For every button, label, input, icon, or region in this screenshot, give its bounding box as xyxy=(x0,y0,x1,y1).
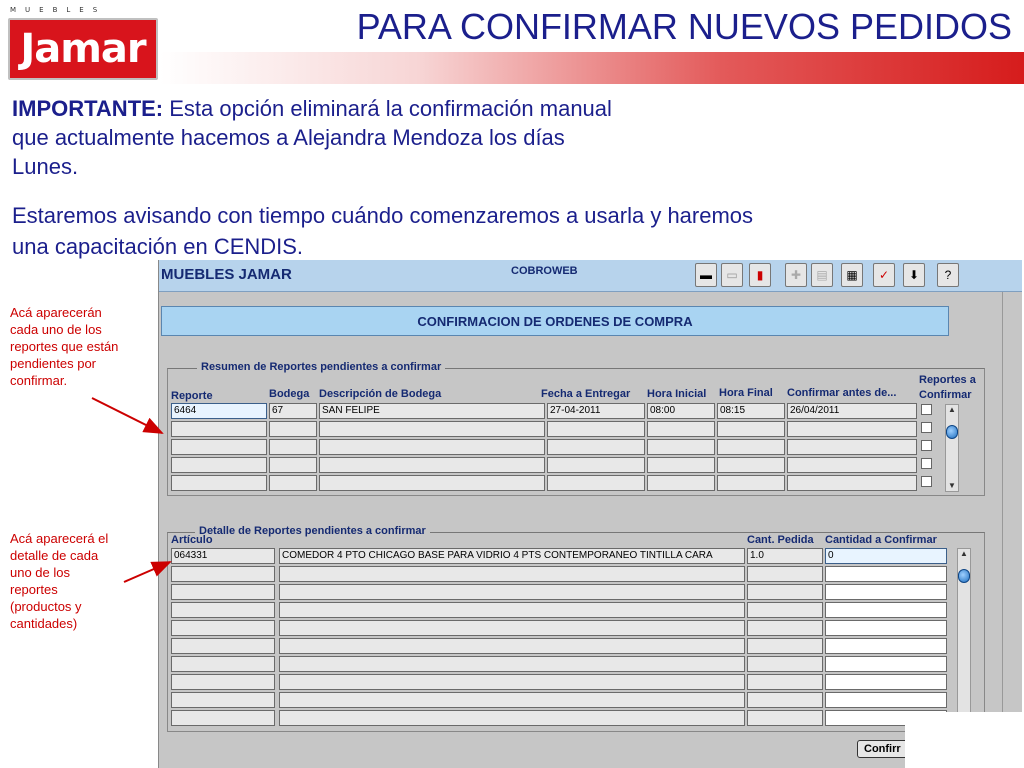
cantidad-confirmar-field[interactable]: 0 xyxy=(825,548,947,564)
save-icon[interactable]: ▭ xyxy=(721,263,743,287)
check-icon[interactable]: ✓ xyxy=(873,263,895,287)
arrow-to-summary xyxy=(92,398,162,433)
callout-line: (productos y xyxy=(10,599,82,614)
hora-final-field[interactable]: 08:15 xyxy=(717,403,785,419)
summary-legend: Resumen de Reportes pendientes a confirmar xyxy=(197,361,445,373)
col-descripcion: Descripción de Bodega xyxy=(319,388,442,400)
col-confirmar-antes: Confirmar antes de... xyxy=(787,387,897,399)
print-icon[interactable]: ▬ xyxy=(695,263,717,287)
callout-line: Acá aparecerá el xyxy=(10,531,109,546)
scroll-up-icon[interactable]: ▲ xyxy=(960,549,968,558)
note-line-2: una capacitación en CENDIS. xyxy=(12,234,304,259)
slide-title: PARA CONFIRMAR NUEVOS PEDIDOS xyxy=(356,6,1012,47)
exit-icon[interactable]: ▮ xyxy=(749,263,771,287)
logo-main-text: Jamar xyxy=(20,26,146,72)
col-cantidad-confirmar: Cantidad a Confirmar xyxy=(825,534,937,546)
descripcion-field[interactable]: SAN FELIPE xyxy=(319,403,545,419)
confirmar-antes-field[interactable]: 26/04/2011 xyxy=(787,403,917,419)
col-reporte: Reporte xyxy=(171,390,213,402)
articulo-field[interactable]: 064331 xyxy=(171,548,275,564)
col-articulo: Artículo xyxy=(171,534,213,546)
app-module: COBROWEB xyxy=(511,265,578,277)
col-cant-pedida: Cant. Pedida xyxy=(747,534,814,546)
list-icon[interactable]: ▦ xyxy=(841,263,863,287)
col-fecha: Fecha a Entregar xyxy=(541,388,631,400)
col-reportes-a: Reportes a xyxy=(919,374,976,386)
reporte-field[interactable]: 6464 xyxy=(171,403,267,419)
important-text-2: que actualmente hacemos a Alejandra Mendoza los días xyxy=(12,125,565,150)
form-title: CONFIRMACION DE ORDENES DE COMPRA xyxy=(161,306,949,336)
app-name: MUEBLES JAMAR xyxy=(161,266,292,283)
download-icon[interactable]: ⬇ xyxy=(903,263,925,287)
col-confirmar: Confirmar xyxy=(919,389,972,401)
callout-line: confirmar. xyxy=(10,373,68,388)
important-text-1: Esta opción eliminará la confirmación manual xyxy=(163,96,612,121)
callout-line: reportes xyxy=(10,582,58,597)
help-icon[interactable]: ? xyxy=(937,263,959,287)
detail-legend: Detalle de Reportes pendientes a confirmar xyxy=(195,525,430,537)
important-text-3: Lunes. xyxy=(12,154,79,179)
col-hora-inicial: Hora Inicial xyxy=(647,388,707,400)
callout-line: cada uno de los xyxy=(10,322,102,337)
logo-top-text: MUEBLES xyxy=(10,6,107,14)
callout-line: detalle de cada xyxy=(10,548,99,563)
remove-record-icon[interactable]: ▤ xyxy=(811,263,833,287)
important-label: IMPORTANTE: xyxy=(12,96,164,121)
callout-line: Acá aparecerán xyxy=(10,305,102,320)
callout-line: cantidades) xyxy=(10,616,78,631)
scroll-down-icon[interactable]: ▼ xyxy=(948,481,956,490)
scroll-up-icon[interactable]: ▲ xyxy=(948,405,956,414)
hora-inicial-field[interactable]: 08:00 xyxy=(647,403,715,419)
callout-line: uno de los xyxy=(10,565,70,580)
bodega-field[interactable]: 67 xyxy=(269,403,317,419)
confirm-button[interactable]: Confirr xyxy=(857,740,927,758)
callout-line: pendientes por xyxy=(10,356,97,371)
arrow-to-detail xyxy=(124,562,170,582)
add-record-icon[interactable]: ✚ xyxy=(785,263,807,287)
articulo-descripcion-field[interactable]: COMEDOR 4 PTO CHICAGO BASE PARA VIDRIO 4 PTS CONTEMPORANEO TINTILLA CARA xyxy=(279,548,745,564)
col-hora-final: Hora Final xyxy=(719,387,773,399)
cant-pedida-field[interactable]: 1.0 xyxy=(747,548,823,564)
note-line-1: Estaremos avisando con tiempo cuándo comenzaremos a usarla y haremos xyxy=(12,203,754,228)
callout-line: reportes que están xyxy=(10,339,119,354)
fecha-field[interactable]: 27-04-2011 xyxy=(547,403,645,419)
col-bodega: Bodega xyxy=(269,388,310,400)
